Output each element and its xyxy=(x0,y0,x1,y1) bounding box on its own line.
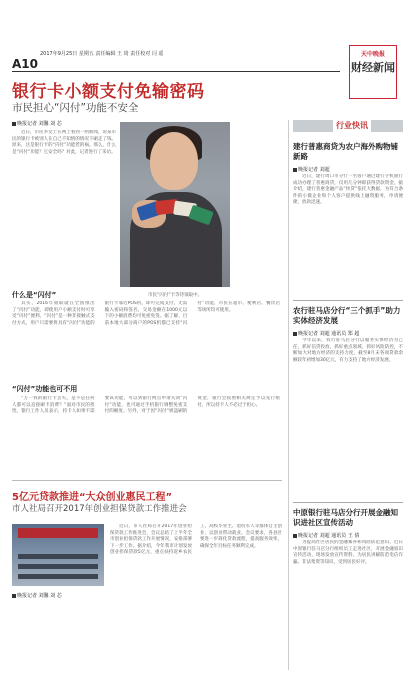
main-headline: 银行卡小额支付免输密码 xyxy=(12,82,205,102)
header-rule xyxy=(12,71,340,72)
sidebar-divider xyxy=(293,300,403,301)
sidebar-divider xyxy=(293,502,403,503)
byline-marker xyxy=(293,332,297,336)
sidebar-item-2-title-text: 农行驻马店分行“三个抓手”助力实体经济发展 xyxy=(293,306,401,325)
meeting-row-1 xyxy=(18,554,98,559)
meeting-row-3 xyxy=(18,574,98,579)
sidebar-item-3-byline-text: 晚报记者 刘超 通讯员 王 倩 xyxy=(298,533,360,539)
photo-caption: 市民“闪付”卡等待领取中。 xyxy=(148,293,203,298)
sidebar-item-2-body: 今年以来，农行驻马店分行以服务实体经济为己任，抓好信贷投放、抓好重点领域、抓好风险防控，不断加大对地方经济的支持力度，截至8月末各项贷款余额较年初增加30亿元，有力支持了地方经济发展。 xyxy=(293,338,403,363)
main-byline-text: 晚报记者 刘馨 刘 芯 xyxy=(17,121,62,127)
sidebar-item-3-body: 为提高社区居民的金融素养和风险防范意识，近日中原银行驻马店分行组织员工走进社区，开展金融知识宣传活动，现场发放宣传资料，为居民讲解防范电信诈骗、非法集资等知识，受到居民好评。 xyxy=(293,540,403,565)
sidebar-item-1-byline xyxy=(293,166,330,173)
byline-marker xyxy=(12,594,16,598)
main-byline xyxy=(12,120,62,127)
photo-face xyxy=(150,132,198,190)
byline-marker xyxy=(293,534,297,538)
bottom-subhead: 市人社局召开2017年创业担保贷款工作推进会 xyxy=(12,504,187,514)
sidebar-item-1-title xyxy=(293,142,403,162)
sidebar-item-1-byline-text: 晚报记者 刘超 xyxy=(298,167,330,173)
issue-info: 2017年9月25日 星期五 责任编辑 王 琦 责任校对 闫 遥 xyxy=(40,51,164,57)
brand-logo: 天中晚报 xyxy=(360,51,385,58)
lead-paragraph: 近日，市民李女士在网上看到一则新闻，说某市民的银行卡被别人在自己不知情的情况下刷走了钱。原来，这是银行卡的“闪付”功能惹的祸。那么，什么是“闪付”功能？它安全吗？对此，记者进行了采访。 xyxy=(12,130,116,155)
section1-body: 其实，2016年银联就在全国推出了“闪付”功能，即使用户小额支付时可享受“闪付”便利。“闪付”是一种非接触式支付方式，用户只需要将具有“闪付”功能的银行卡靠近POS机，即可完成支付，无需输入密码和签名，交易金额在1000元以下的小额消费均可免密免签。据了解，目前本地大部分商户的POS机都已支持“闪付”功能，市民在超市、便利店、餐饮店等场所均可使用。 xyxy=(12,301,280,326)
sidebar-item-2-byline-text: 晚报记者 刘超 通讯员 郑 超 xyxy=(298,331,360,337)
section2-body: “万一我的银行卡丢失，是不是任何人都可以直接刷卡消费？”面对市民的担忧，银行工作人员表示，持卡人如果不需要该功能，可以到银行网点申请关闭“闪付”功能，也可通过手机银行调整免密支付的额度。另外，对于因“闪付”被盗刷的资金，银行会按照相关规定予以先行赔付，所以持卡人不必过于担心。 xyxy=(12,396,280,415)
meeting-banner xyxy=(18,528,98,538)
sidebar-item-1-body: 近日，建行周口市分行一名客户通过建行手机银行成功办理了普惠商贷，仅用几分钟即获得贷款资金。据介绍，建行普惠金融产品“快贷”依托大数据，为符合条件的小微企业和个人客户提供线上融资服务，申请便捷、放款迅速。 xyxy=(293,174,403,206)
section-badge xyxy=(349,45,397,99)
meeting-photo xyxy=(12,524,104,586)
sidebar-item-1-title-text: 建行普惠商贷为农户海外购物铺新路 xyxy=(293,142,398,161)
section-name: 财经新闻 xyxy=(351,61,395,74)
bottom-headline: 5亿元贷款推进“大众创业惠民工程” xyxy=(12,492,173,503)
bottom-body: 近日，市人社局召开2017年创业担保贷款工作推进会，会议总结了上半年全市创业担保贷款工作开展情况，安排部署下一步工作。据介绍，今年我市计划发放创业担保贷款5亿元，重点扶持返乡农民工、高校毕业生、退役军人等群体自主创业，以创业带动就业。会议要求，各县区要进一步简化贷款流程，提高服务效率，确保全年目标任务顺利完成。 xyxy=(110,524,282,556)
main-subhead: 市民担心“闪付”功能不安全 xyxy=(12,102,139,114)
section1-title: 什么是“闪付” xyxy=(12,291,57,299)
article-divider xyxy=(12,480,282,481)
page-number: A10 xyxy=(12,57,38,71)
section2-title: “闪付”功能也可不用 xyxy=(12,385,78,393)
sidebar-item-2-byline xyxy=(293,330,359,337)
column-divider xyxy=(288,120,289,670)
byline-marker xyxy=(12,122,16,126)
bottom-byline xyxy=(12,592,62,599)
main-photo xyxy=(120,122,230,287)
bottom-byline-text: 晚报记者 刘馨 刘 芯 xyxy=(17,593,62,599)
sidebar-item-3-title xyxy=(293,508,403,528)
sidebar-label: 行业快讯 xyxy=(333,120,371,132)
byline-marker xyxy=(293,168,297,172)
meeting-row-2 xyxy=(18,564,98,569)
sidebar-item-3-byline xyxy=(293,532,359,539)
sidebar-item-3-title-text: 中原银行驻马店分行开展金融知识进社区宣传活动 xyxy=(293,508,398,527)
sidebar-item-2-title xyxy=(293,306,403,326)
